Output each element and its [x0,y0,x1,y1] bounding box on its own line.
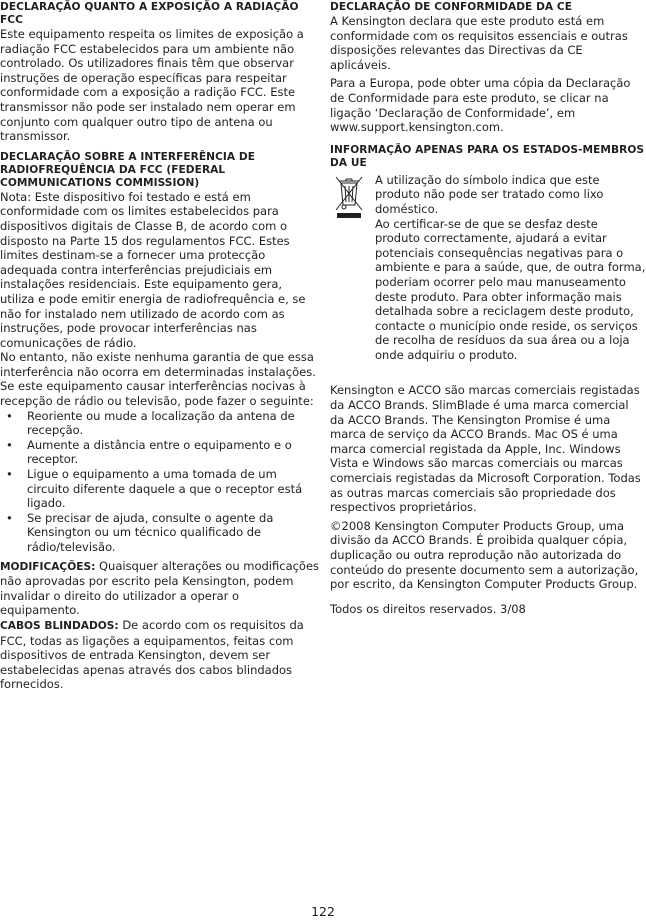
list-item: • Se precisar de ajuda, consulte o agente da Kensington ou um técnico qualificado de rádio/televisão. [0,511,320,555]
crossed-out-wheelie-bin-icon [334,173,364,219]
fcc-interference-warning: No entanto, não existe nenhuma garantia de que essa interferência não ocorra em determinadas instalações. Se este equipamento causar interferências nocivas à recepção de rádio ou televisão, pode fazer o seguinte: [0,350,316,409]
list-item: • Aumente a distância entre o equipamento e o receptor. [0,438,320,467]
trademarks-paragraph: Kensington e ACCO são marcas comerciais registadas da ACCO Brands. SlimBlade é uma marca comercial da ACCO Brands. The Kensington Promise é uma marca de serviço da ACCO Brands. Mac OS é uma marca comercial registada da Apple, Inc. Windows Vista e Windows são marcas comerciais ou marcas comerciais registadas da Microsoft Corporation. Todas as outras marcas comerciais são propriedade dos respectivos proprietários. [330,383,641,515]
copyright-paragraph: ©2008 Kensington Computer Products Group, uma divisão da ACCO Brands. É proibida qualquer cópia, duplicação ou outra reprodução não autorizada do conteúdo do presente documento sem a autorização, por escrito, da Kensington Computer Products Group. [330,518,639,592]
fcc-exposure-body: Este equipamento respeita os limites de exposição a radiação FCC estabelecidos para um ambiente não controlado. Os utilizadores finais têm que observar instruções de operação específicas para respeitar conformidade com a exposição a radição FCC. Este transmissor não pode ser instalado nem operar em conjunto com qualquer outro tipo de antena ou transmissor. [0,27,304,144]
eu-info-symbol-text: A utilização do símbolo indica que este produto não pode ser tratado como lixo doméstico. [375,172,604,216]
modifications-text: Quaisquer alterações ou modificações não aprovadas por escrito pela Kensington, podem invalidar o direito do utilizador a operar o equipamento. [0,558,320,618]
ce-conformity-body: A Kensington declara que este produto está em conformidade com os requisitos essenciais e outras disposições relevantes das Directivas da CE aplicáveis. [330,14,628,72]
fcc-exposure-heading: DECLARAÇÃO QUANTO A EXPOSIÇÃO A RADIAÇÃO FCC [0,1,299,26]
ce-conformity-europe: Para a Europa, pode obter uma cópia da Declaração de Conformidade para este produto, se clicar na ligação ‘Declaração de Conformidade’, em www.support.kensington.com. [330,76,631,135]
rights-reserved: Todos os direitos reservados. 3/08 [330,601,526,616]
modifications-paragraph [0,559,320,618]
fcc-remedy-list [0,409,320,555]
modifications-label: MODIFICAÇÕES: [0,560,96,573]
shielded-cables-text: De acordo com os requisitos da FCC, todas as ligações a equipamentos, feitas com dispositivos de entrada Kensington, devem ser estabelecidas apenas através dos cabos blindados fornecidos. [0,617,304,692]
fcc-interference-heading: DECLARAÇÃO SOBRE A INTERFERÊNCIA DE RADIOFREQUÊNCIA DA FCC (FEDERAL COMMUNICATIONS COMMISSION) [0,150,256,189]
page-number: 122 [311,904,335,919]
eu-info-heading: INFORMAÇÃO APENAS PARA OS ESTADOS-MEMBROS DA UE [330,143,645,169]
eu-info-disposal-text: Ao certificar-se de que se desfaz deste produto correctamente, ajudará a evitar potenciais consequências negativas para o ambiente e para a saúde, que, de outra forma, poderiam ocorrer pelo mau manuseamento deste produto. Para obter informação mais detalhada sobre a reciclagem deste produto, contacte o município onde reside, os serviços de recolha de resíduos da sua área ou a loja onde adquiriu o produto. [375,216,646,362]
list-item: • Ligue o equipamento a uma tomada de um circuito diferente daquele a que o receptor está ligado. [0,467,320,511]
right-column [330,1,646,616]
shielded-cables-label: CABOS BLINDADOS: [0,619,119,632]
eu-info-block [330,173,646,363]
left-column [0,1,320,692]
ce-conformity-heading: DECLARAÇÃO DE CONFORMIDADE DA CE [330,1,573,13]
fcc-interference-note: Nota: Este dispositivo foi testado e está em conformidade com os limites estabelecidos para dispositivos digitais de Classe B, de acordo com o disposto na Parte 15 dos regulamentos FCC. Estes limites destinam-se a fornecer uma protecção adequada contra interferências prejudiciais em instalações residenciais. Este equipamento gera, utiliza e pode emitir energia de radiofrequência e, se não for instalado nem utilizado de acordo com as instruções, pode provocar interferências nas comunicações de rádio. [0,189,306,350]
shielded-cables-paragraph [0,618,320,692]
list-item: • Reoriente ou mude a localização da antena de recepção. [0,409,320,438]
